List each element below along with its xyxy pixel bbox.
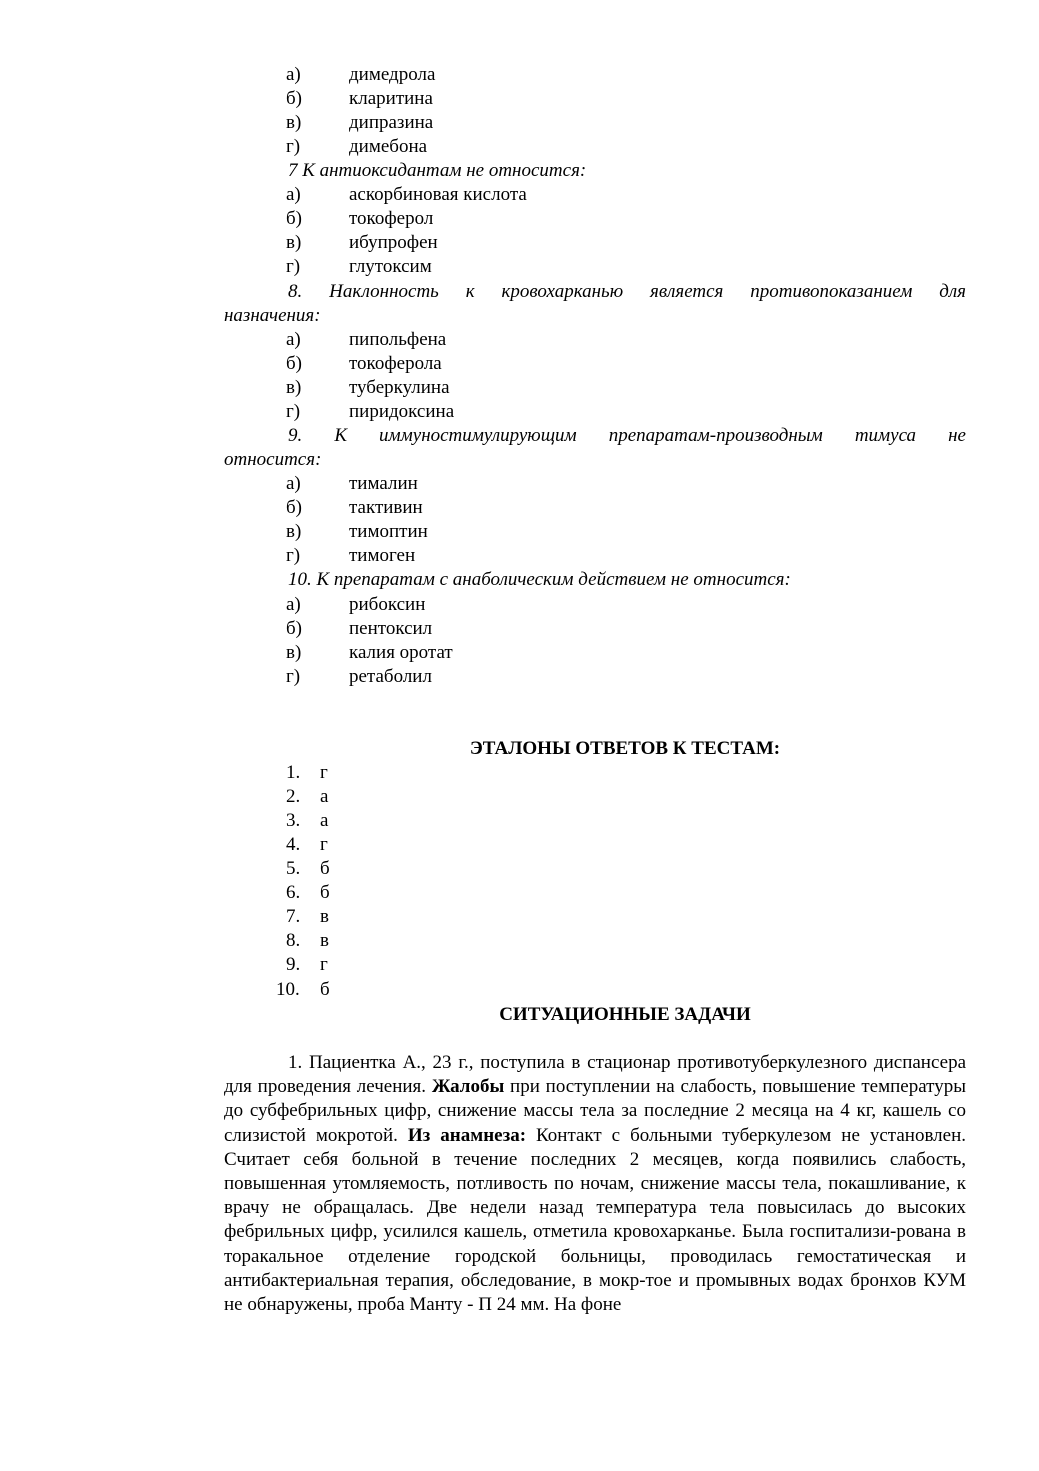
answer-value: б bbox=[320, 882, 330, 903]
answer-number: 5. bbox=[286, 858, 301, 879]
option-text: пипольфена bbox=[349, 329, 447, 350]
q7-option-d bbox=[224, 255, 966, 279]
q8-option-a bbox=[224, 328, 966, 352]
option-letter: г) bbox=[286, 401, 301, 422]
answer-number: 4. bbox=[286, 834, 301, 855]
q10-question: 10. К препаратам с анаболическим действием не относится: bbox=[288, 569, 791, 590]
q6-option-b bbox=[224, 87, 966, 111]
q8-option-b bbox=[224, 352, 966, 376]
answer-item bbox=[224, 761, 966, 785]
option-letter: а) bbox=[286, 184, 301, 205]
option-letter: в) bbox=[286, 377, 302, 398]
option-letter: в) bbox=[286, 112, 302, 133]
answer-value: в bbox=[320, 906, 329, 927]
option-text: тактивин bbox=[349, 497, 423, 518]
option-letter: а) bbox=[286, 329, 301, 350]
option-text: тимоптин bbox=[349, 521, 428, 542]
option-letter: а) bbox=[286, 594, 301, 615]
q7-question: 7 К антиоксидантам не относится: bbox=[288, 160, 587, 181]
q9-option-d bbox=[224, 544, 966, 568]
answers-heading: ЭТАЛОНЫ ОТВЕТОВ К ТЕСТАМ: bbox=[469, 738, 781, 759]
answer-number: 3. bbox=[286, 810, 301, 831]
answer-item bbox=[224, 905, 966, 929]
q8-option-d bbox=[224, 400, 966, 424]
answer-item bbox=[224, 785, 966, 809]
option-text: ретаболил bbox=[349, 666, 432, 687]
answer-number: 9. bbox=[286, 954, 301, 975]
option-text: туберкулина bbox=[349, 377, 450, 398]
answer-number: 6. bbox=[286, 882, 301, 903]
answer-item bbox=[224, 881, 966, 905]
option-letter: б) bbox=[286, 353, 302, 374]
answer-number: 2. bbox=[286, 786, 301, 807]
option-text: тимоген bbox=[349, 545, 416, 566]
answer-item bbox=[224, 978, 966, 1002]
answer-item bbox=[224, 929, 966, 953]
answer-number: 8. bbox=[286, 930, 301, 951]
answer-value: г bbox=[320, 954, 328, 975]
option-text: токоферол bbox=[349, 208, 434, 229]
option-text: токоферола bbox=[349, 353, 442, 374]
option-text: димедрола bbox=[349, 64, 436, 85]
answer-item bbox=[224, 857, 966, 881]
option-letter: г) bbox=[286, 256, 301, 277]
q7-option-c bbox=[224, 231, 966, 255]
option-text: дипразина bbox=[349, 112, 434, 133]
complaints-text: при поступлении на слабость, повышение температуры до субфебрильных цифр, снижение массы тела за последние 2 месяца на 4 кг, кашель со слизистой мокротой. bbox=[224, 1076, 966, 1146]
option-text: глутоксим bbox=[349, 256, 432, 277]
answer-item bbox=[224, 953, 966, 977]
answer-value: а bbox=[320, 786, 329, 807]
task-paragraph bbox=[224, 1051, 966, 1317]
q8-question-line2: назначения: bbox=[224, 305, 321, 326]
answer-item bbox=[224, 809, 966, 833]
complaints-label: Жалобы bbox=[431, 1076, 505, 1098]
option-text: рибоксин bbox=[349, 594, 426, 615]
answer-value: в bbox=[320, 930, 329, 951]
option-text: димебона bbox=[349, 136, 428, 157]
q10-option-d bbox=[224, 665, 966, 689]
option-letter: б) bbox=[286, 208, 302, 229]
q10-option-b bbox=[224, 617, 966, 641]
option-text: тималин bbox=[349, 473, 418, 494]
option-text: кларитина bbox=[349, 88, 433, 109]
q8-option-c bbox=[224, 376, 966, 400]
option-text: ибупрофен bbox=[349, 232, 438, 253]
option-text: пиридоксина bbox=[349, 401, 455, 422]
option-letter: а) bbox=[286, 473, 301, 494]
answer-item bbox=[224, 833, 966, 857]
q9-question-line1: 9. К иммуностимулирующим препаратам-производным тимуса не bbox=[288, 425, 966, 446]
q6-option-a bbox=[224, 63, 966, 87]
option-letter: б) bbox=[286, 497, 302, 518]
q9-option-b bbox=[224, 496, 966, 520]
answer-number: 1. bbox=[286, 762, 301, 783]
anamnesis-label: Из анамнеза: bbox=[407, 1124, 527, 1146]
q6-option-d bbox=[224, 135, 966, 159]
answer-number: 10. bbox=[276, 979, 300, 1000]
q9-question-line2: относится: bbox=[224, 449, 322, 470]
option-text: пентоксил bbox=[349, 618, 433, 639]
tasks-heading: СИТУАЦИОННЫЕ ЗАДАЧИ bbox=[499, 1004, 751, 1025]
q7-option-a bbox=[224, 183, 966, 207]
q9-option-a bbox=[224, 472, 966, 496]
answer-value: г bbox=[320, 834, 328, 855]
answer-value: г bbox=[320, 762, 328, 783]
option-letter: б) bbox=[286, 618, 302, 639]
option-letter: в) bbox=[286, 521, 302, 542]
option-text: аскорбиновая кислота bbox=[349, 184, 527, 205]
q6-option-c bbox=[224, 111, 966, 135]
task-intro: 1. Пациентка А., 23 г., поступила в стационар противотуберкулезного диспансера для проведения лечения. bbox=[224, 1052, 966, 1098]
q9-option-c bbox=[224, 520, 966, 544]
option-letter: г) bbox=[286, 666, 301, 687]
q8-question-line1: 8. Наклонность к кровохарканью является противопоказанием для bbox=[288, 281, 966, 302]
answer-value: б bbox=[320, 979, 330, 1000]
option-letter: г) bbox=[286, 545, 301, 566]
answer-value: а bbox=[320, 810, 329, 831]
option-letter: а) bbox=[286, 64, 301, 85]
option-letter: в) bbox=[286, 232, 302, 253]
anamnesis-text: Контакт с больными туберкулезом не установлен. Считает себя больной в течение последних 2 месяцев, когда появились слабость, повышенная утомляемость, потливость по ночам, снижение массы тела, покашливание, к врачу не обращалась. Две недели назад температура тела повысилась до высоких фебрильных цифр, усилился кашель, отметила кровохарканье. Была госпитализи-рована в торакальное отделение городской больницы, проводилась гемостатическая и антибактериальная терапия, обследование, в мокр-тое и промывных водах бронхов КУМ не обнаружены, проба Манту - П 24 мм. На фоне bbox=[224, 1124, 966, 1316]
q10-option-a bbox=[224, 593, 966, 617]
answer-number: 7. bbox=[286, 906, 301, 927]
answer-value: б bbox=[320, 858, 330, 879]
option-letter: г) bbox=[286, 136, 301, 157]
option-letter: б) bbox=[286, 88, 302, 109]
q7-option-b bbox=[224, 207, 966, 231]
option-letter: в) bbox=[286, 642, 302, 663]
q10-option-c bbox=[224, 641, 966, 665]
option-text: калия оротат bbox=[349, 642, 453, 663]
